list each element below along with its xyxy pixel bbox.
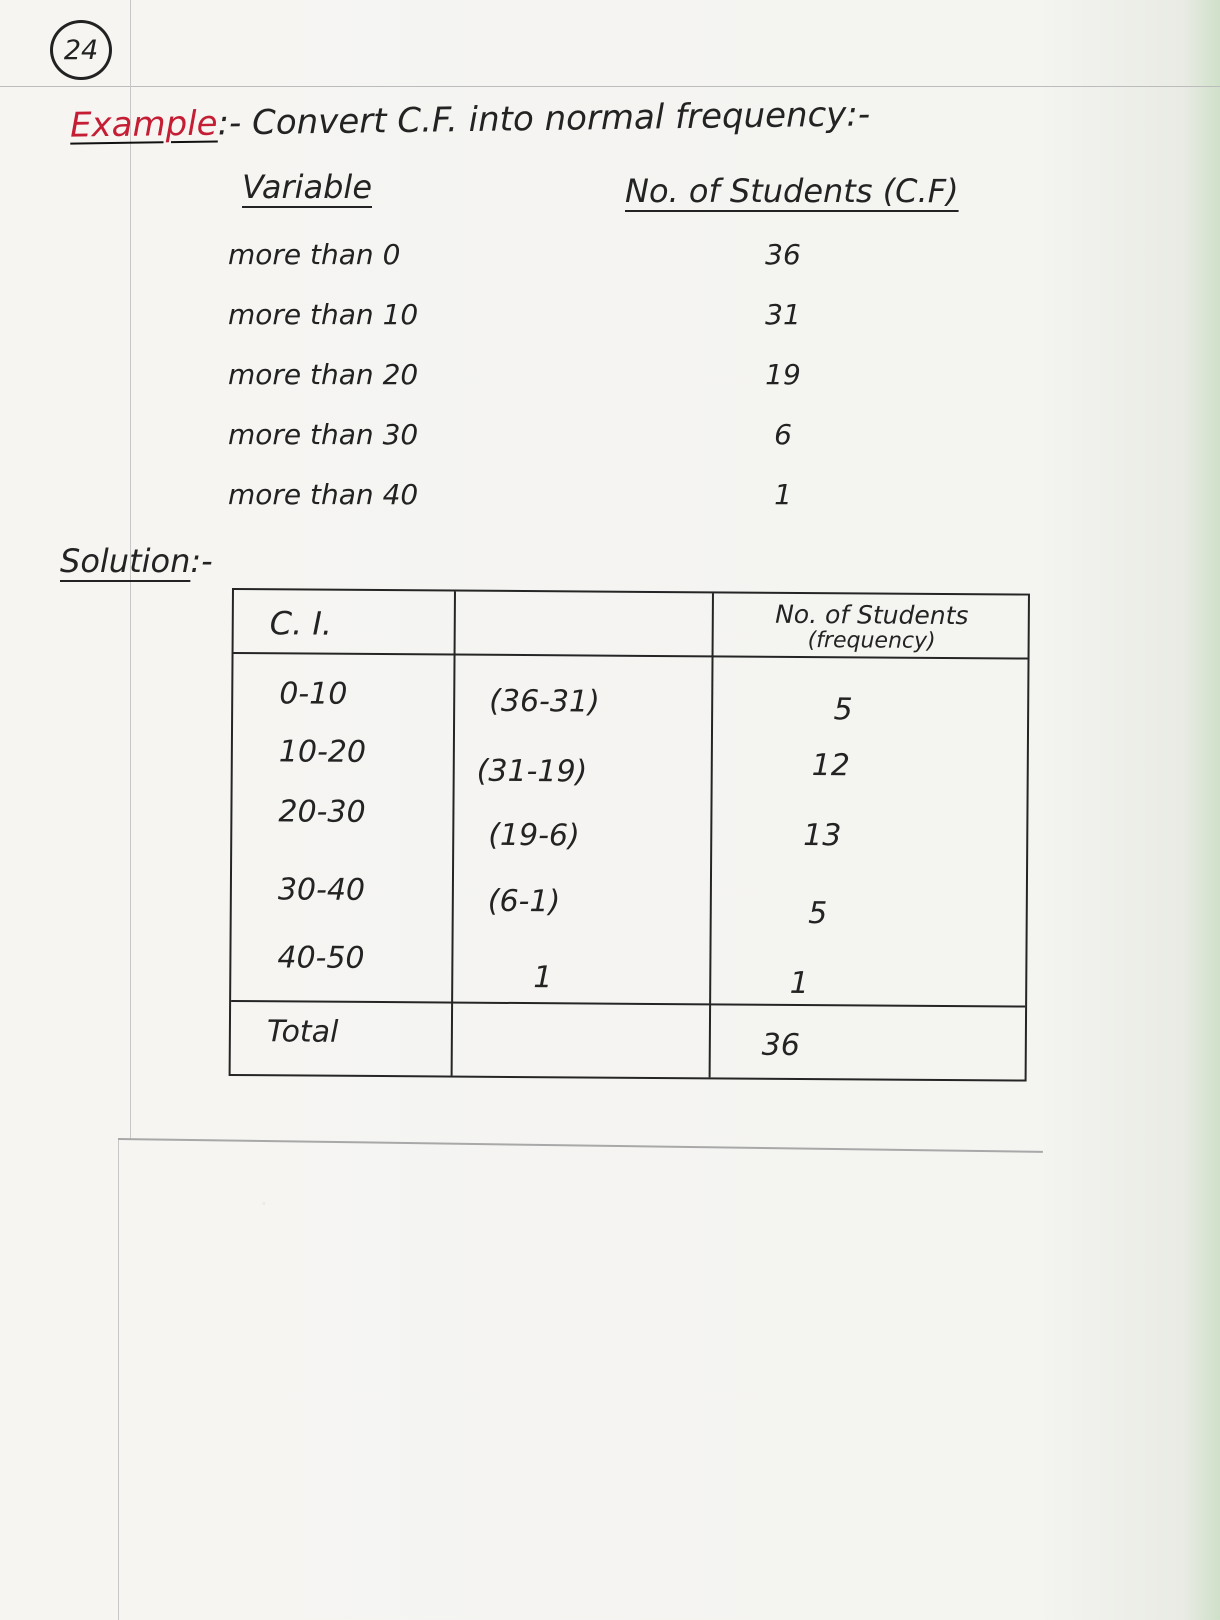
calc-cell: (31-19) (476, 753, 588, 790)
ci-cell: 40-50 (277, 940, 365, 976)
header-ci: C. I. (269, 604, 333, 643)
solution-heading (60, 542, 213, 580)
frequency-cell: 12 (811, 748, 850, 784)
page-number-text: 24 (63, 34, 99, 66)
variable-item: more than 30 (228, 418, 419, 451)
frequency-table (229, 588, 1030, 1082)
total-label: Total (266, 1014, 339, 1050)
ci-cell: 20-30 (278, 794, 366, 830)
frequency-cell: 1 (789, 965, 809, 1002)
total-frequency: 36 (761, 1027, 801, 1063)
lower-margin-line (118, 1140, 119, 1620)
ci-cell: 30-40 (277, 872, 366, 908)
solution-separator: :- (190, 542, 213, 580)
cf-item: 31 (765, 298, 801, 331)
page-number (50, 20, 112, 80)
table-total-divider (231, 1000, 1025, 1008)
calc-cell: 1 (533, 960, 553, 996)
cf-header: No. of Students (C.F) (625, 172, 959, 210)
top-rule (0, 86, 1220, 87)
variable-item: more than 40 (228, 478, 419, 511)
example-separator: :- (217, 103, 242, 144)
variable-item: more than 10 (228, 298, 419, 331)
cf-item: 1 (774, 478, 792, 511)
ci-cell: 10-20 (278, 734, 367, 770)
variable-item: more than 0 (228, 238, 401, 271)
example-heading (70, 94, 871, 145)
calc-cell: (6-1) (487, 883, 561, 920)
cf-list (748, 238, 818, 538)
example-text: Convert C.F. into normal frequency:- (251, 94, 871, 144)
bleed-through-text: · (260, 1190, 268, 1218)
variable-item: more than 20 (228, 358, 419, 391)
example-label: Example (69, 103, 218, 146)
ci-cell: 0-10 (279, 676, 348, 712)
cf-item: 36 (765, 238, 801, 271)
header-frequency-line1: No. of Students (775, 599, 969, 631)
calc-cell: (19-6) (488, 817, 580, 854)
cf-item: 19 (765, 358, 801, 391)
variable-list (228, 238, 488, 538)
frequency-cell: 5 (808, 896, 828, 932)
cf-item: 6 (774, 418, 792, 451)
variable-header: Variable (242, 168, 372, 206)
calc-cell: (36-31) (489, 683, 600, 720)
solution-label: Solution (60, 542, 191, 580)
bottom-rule (118, 1138, 1043, 1153)
header-frequency-line2: (frequency) (807, 628, 936, 654)
frequency-cell: 5 (833, 692, 853, 728)
frequency-cell: 13 (803, 817, 842, 854)
